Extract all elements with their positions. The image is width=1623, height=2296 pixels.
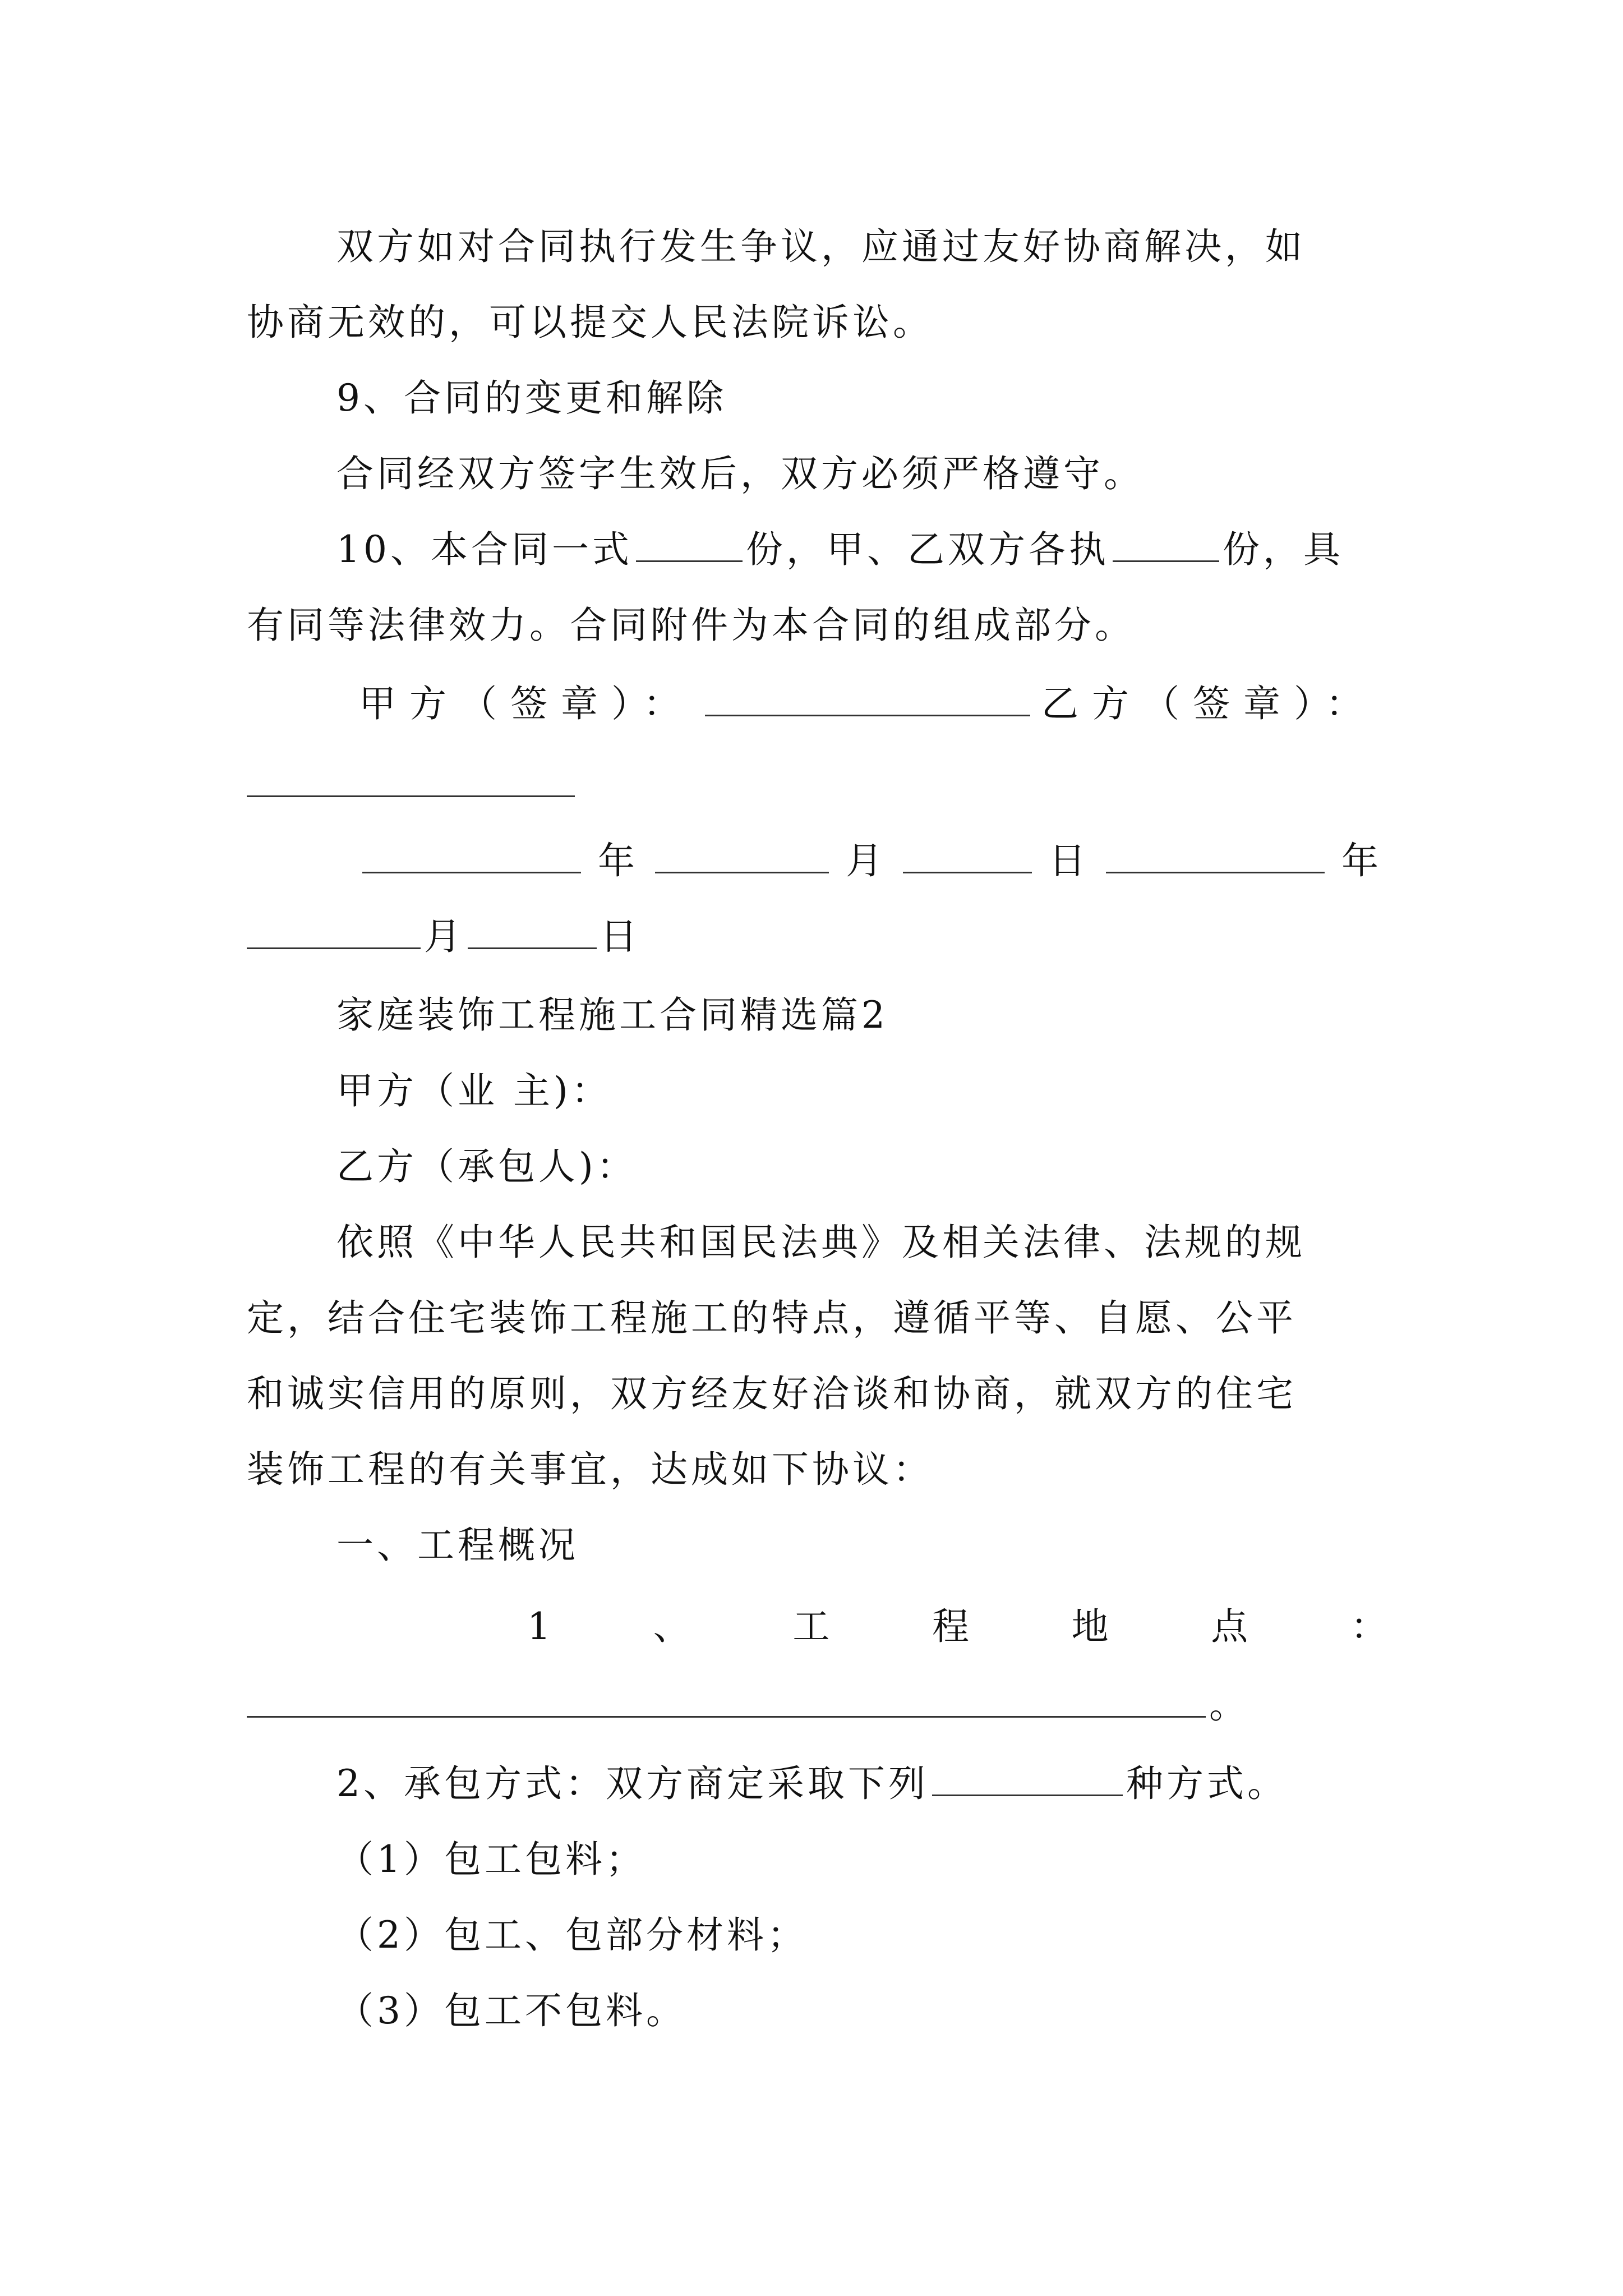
date-label: 月 [424, 915, 464, 958]
blank-underline [1113, 526, 1219, 562]
text-fragment: 点 [1211, 1605, 1252, 1648]
date-label: 日 [1049, 839, 1089, 882]
date-label: 月 [846, 839, 886, 882]
date-label: 日 [600, 915, 640, 958]
paragraph-line [247, 1759, 1391, 1809]
paragraph-line: 装饰工程的有关事宜，达成如下协议： [247, 1448, 933, 1491]
blank-underline [636, 526, 743, 562]
blank-underline [247, 1681, 1206, 1718]
text-fragment: 、 [653, 1605, 694, 1648]
text-fragment: 工 [792, 1605, 833, 1648]
text-fragment: 程 [932, 1605, 972, 1648]
party-b-signature-label: 乙方（签章）： [1041, 682, 1376, 725]
blank-underline [362, 837, 581, 873]
text-fragment: ： [1350, 1605, 1391, 1648]
list-item: （1）包工包料； [336, 1838, 646, 1881]
blank-underline [655, 837, 829, 873]
date-label: 年 [598, 839, 638, 882]
section-heading: 9、合同的变更和解除 [336, 376, 727, 420]
paragraph-line: 协商无效的，可以提交人民法院诉讼。 [247, 301, 933, 344]
text-fragment: 。 [1209, 1683, 1249, 1727]
blank-underline [903, 837, 1032, 873]
date-line [247, 836, 1391, 886]
list-item: （3）包工不包料。 [336, 1989, 686, 2032]
text-fragment: 地 [1071, 1605, 1112, 1648]
party-a-signature-label: 甲方（签章）： [359, 682, 694, 725]
party-a-label: 甲方（业 主)： [336, 1069, 612, 1112]
text-fragment: 10、本合同一式 [336, 528, 633, 571]
party-b-label: 乙方（承包人)： [336, 1145, 637, 1188]
section-heading: 一、工程概况 [336, 1524, 579, 1567]
paragraph-line: 双方如对合同执行发生争议，应通过友好协商解决，如 [336, 225, 1306, 268]
blank-underline [705, 680, 1030, 716]
blank-underline [247, 795, 575, 797]
blank-underline [468, 913, 597, 949]
list-item: （2）包工、包部分材料； [336, 1913, 808, 1957]
paragraph-line [247, 524, 1391, 575]
text-fragment: 份，具 [1222, 528, 1344, 571]
document-title: 家庭装饰工程施工合同精选篇2 [336, 993, 888, 1037]
paragraph-line: 依照《中华人民共和国民法典》及相关法律、法规的规 [336, 1221, 1306, 1264]
signature-line [247, 679, 1391, 729]
text-fragment: 2、承包方式：双方商定采取下列 [336, 1762, 929, 1805]
date-label: 年 [1341, 839, 1382, 882]
project-location-blank [247, 1680, 1391, 1731]
paragraph-line: 定，结合住宅装饰工程施工的特点，遵循平等、自愿、公平 [247, 1296, 1297, 1340]
date-line [247, 912, 1391, 962]
paragraph-line: 有同等法律效力。合同附件为本合同的组成部分。 [247, 604, 1135, 647]
text-fragment: 1 [527, 1605, 554, 1648]
blank-underline [932, 1760, 1123, 1796]
blank-underline [247, 913, 421, 949]
blank-underline [1106, 837, 1325, 873]
project-location-line [247, 1602, 1391, 1652]
paragraph-line: 合同经双方签字生效后，双方必须严格遵守。 [336, 452, 1144, 495]
text-fragment: 份，甲、乙双方各执 [745, 528, 1109, 571]
paragraph-line: 和诚实信用的原则，双方经友好洽谈和协商，就双方的住宅 [247, 1372, 1297, 1415]
text-fragment: 种方式。 [1126, 1762, 1288, 1805]
